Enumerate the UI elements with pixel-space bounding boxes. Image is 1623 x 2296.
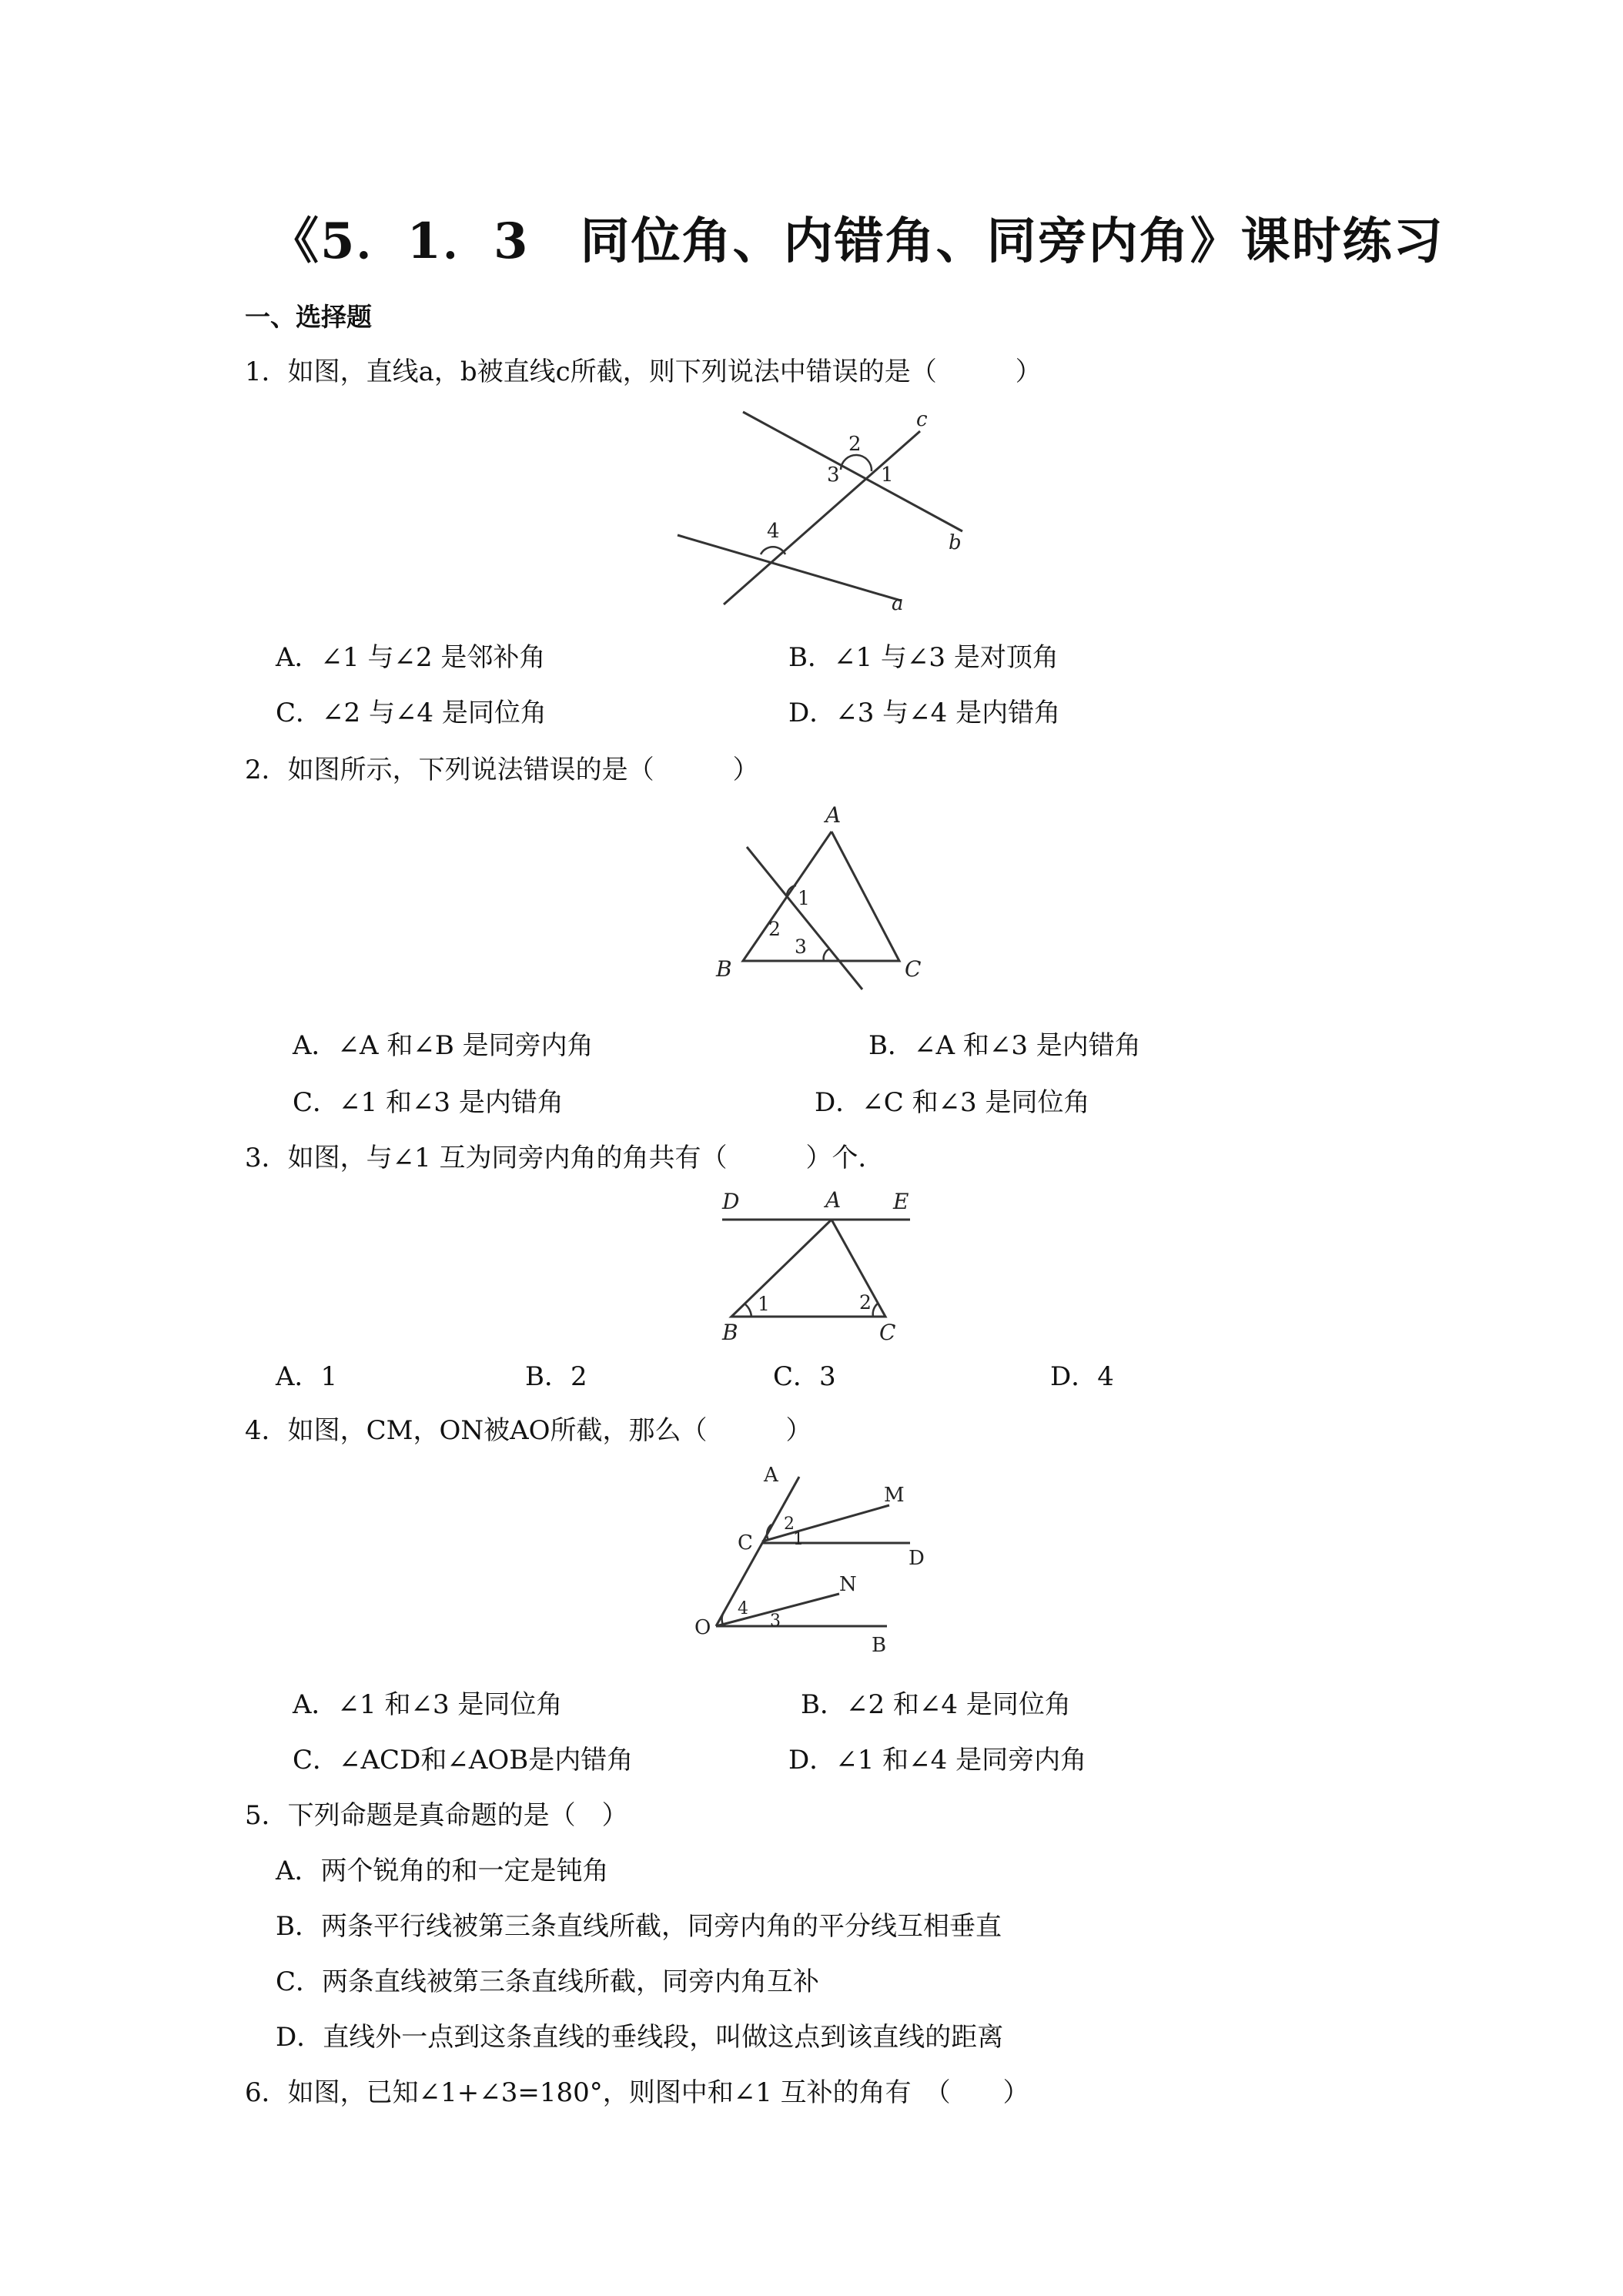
question-4-option-d[interactable]: D．∠1 和∠4 是同旁内角 [788, 1745, 1087, 1776]
line-ao [716, 1477, 799, 1626]
question-3-option-b[interactable]: B．2 [525, 1361, 587, 1392]
question-5-option-a[interactable]: A．两个锐角的和一定是钝角 [276, 1856, 609, 1886]
question-1-option-d[interactable]: D．∠3 与∠4 是内错角 [788, 698, 1061, 728]
line-a [678, 535, 901, 601]
label-A: A [825, 802, 842, 828]
label-C: C [879, 1320, 896, 1345]
question-5-option-d[interactable]: D．直线外一点到这条直线的垂线段，叫做这点到该直线的距离 [276, 2022, 1004, 2053]
question-3-option-a[interactable]: A．1 [276, 1361, 338, 1392]
question-3-figure [708, 1178, 924, 1347]
question-6-stem: 6．如图，已知∠1+∠3=180°，则图中和∠1 互补的角有 （ ） [245, 2077, 1029, 2108]
transversal [747, 847, 862, 989]
label-N: N [839, 1573, 857, 1596]
label-A: A [825, 1187, 842, 1213]
label-b: b [949, 531, 962, 554]
label-C: C [738, 1531, 753, 1555]
question-4-option-a[interactable]: A．∠1 和∠3 是同位角 [293, 1689, 563, 1720]
question-1-option-b[interactable]: B．∠1 与∠3 是对顶角 [788, 642, 1059, 673]
section-heading: 一、选择题 [245, 302, 372, 332]
label-2: 2 [848, 433, 862, 456]
label-E: E [893, 1189, 909, 1214]
label-A: A [764, 1464, 778, 1487]
label-C: C [905, 956, 922, 982]
label-B: B [722, 1320, 738, 1345]
label-D: D [909, 1547, 925, 1570]
question-2-figure [701, 793, 947, 993]
label-3: 3 [770, 1612, 781, 1631]
label-1: 1 [798, 887, 810, 909]
label-B: B [872, 1634, 887, 1655]
label-2: 2 [859, 1291, 872, 1314]
label-3: 3 [827, 464, 840, 487]
triangle-abc [743, 832, 899, 961]
question-3-option-c[interactable]: C．3 [773, 1361, 836, 1392]
label-1: 1 [793, 1530, 804, 1549]
page-title: 《5．1．3 同位角、内错角、同旁内角》课时练习 [269, 213, 1444, 270]
label-2: 2 [784, 1514, 795, 1534]
line-b [743, 412, 962, 531]
angle-arc-o [722, 1612, 724, 1626]
label-D: D [722, 1189, 740, 1214]
question-2-stem: 2．如图所示，下列说法错误的是（ ） [245, 755, 759, 785]
label-O: O [694, 1616, 711, 1639]
angle-arc-1 [745, 1304, 751, 1317]
question-1-figure [662, 400, 986, 616]
angle-arc-2 [873, 1304, 878, 1317]
question-2-option-c[interactable]: C．∠1 和∠3 是内错角 [293, 1087, 564, 1118]
label-1: 1 [881, 464, 894, 487]
question-5-option-b[interactable]: B．两条平行线被第三条直线所截，同旁内角的平分线互相垂直 [276, 1911, 1002, 1942]
question-4-stem: 4．如图，CM，ON被AO所截，那么（ ） [245, 1415, 812, 1446]
label-M: M [884, 1484, 905, 1507]
question-5-stem: 5．下列命题是真命题的是（ ） [245, 1800, 628, 1831]
question-2-option-b[interactable]: B．∠A 和∠3 是内错角 [868, 1030, 1141, 1061]
question-1-stem: 1．如图，直线a，b被直线c所截，则下列说法中错误的是（ ） [245, 356, 1042, 387]
label-1: 1 [758, 1293, 770, 1315]
label-c: c [916, 408, 928, 431]
label-4: 4 [767, 520, 780, 543]
question-2-option-a[interactable]: A．∠A 和∠B 是同旁内角 [293, 1030, 594, 1061]
question-1-option-c[interactable]: C．∠2 与∠4 是同位角 [276, 698, 547, 728]
label-4: 4 [738, 1599, 748, 1618]
question-5-option-c[interactable]: C．两条直线被第三条直线所截，同旁内角互补 [276, 1966, 820, 1997]
question-3-option-d[interactable]: D．4 [1050, 1361, 1114, 1392]
question-4-option-c[interactable]: C．∠ACD和∠AOB是内错角 [293, 1745, 634, 1776]
angle-arc-3 [824, 949, 830, 961]
question-4-figure [685, 1463, 932, 1655]
label-3: 3 [795, 935, 807, 958]
label-B: B [716, 956, 732, 982]
label-2: 2 [768, 918, 781, 940]
question-2-option-d[interactable]: D．∠C 和∠3 是同位角 [815, 1087, 1090, 1118]
question-4-option-b[interactable]: B．∠2 和∠4 是同位角 [801, 1689, 1071, 1720]
question-3-stem: 3．如图，与∠1 互为同旁内角的角共有（ ）个． [245, 1143, 885, 1173]
label-a: a [892, 592, 904, 615]
question-1-option-a[interactable]: A．∠1 与∠2 是邻补角 [276, 642, 546, 673]
